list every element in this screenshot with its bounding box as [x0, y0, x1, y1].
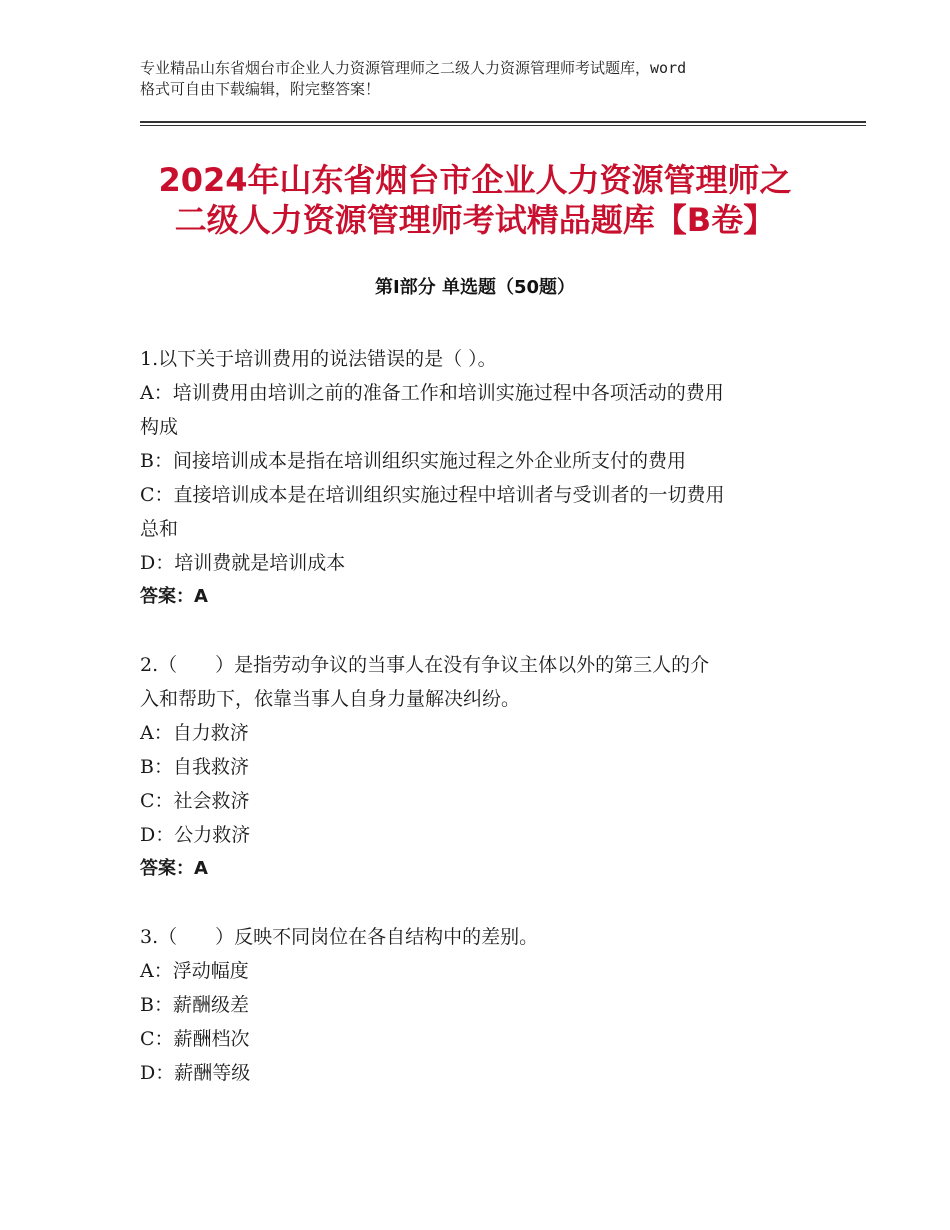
question-stem: 1.以下关于培训费用的说法错误的是（ ）。	[140, 348, 497, 370]
option-c: C：社会救济	[140, 790, 250, 812]
option-b: B：间接培训成本是指在培训组织实施过程之外企业所支付的费用	[140, 450, 686, 472]
document-title	[100, 160, 850, 240]
question-stem-continued: 入和帮助下，依靠当事人自身力量解决纠纷。	[140, 688, 521, 710]
question-block	[140, 648, 820, 886]
option-d: D：薪酬等级	[140, 1062, 251, 1084]
header-note-line: 格式可自由下载编辑，附完整答案！	[140, 80, 381, 98]
question-stem: 3.（ ）反映不同岗位在各自结构中的差别。	[140, 926, 539, 948]
option-d: D：公力救济	[140, 824, 251, 846]
question-stem: 2.（ ）是指劳动争议的当事人在没有争议主体以外的第三人的介	[140, 654, 710, 676]
header-note-line: 专业精品山东省烟台市企业人力资源管理师之二级人力资源管理师考试题库，word	[140, 59, 687, 77]
header-note	[140, 58, 830, 100]
title-line: 2024年山东省烟台市企业人力资源管理师之	[158, 161, 792, 199]
option-d: D：培训费就是培训成本	[140, 552, 346, 574]
option-a-continued: 构成	[140, 416, 179, 438]
option-c: C：薪酬档次	[140, 1028, 250, 1050]
option-b: B：自我救济	[140, 756, 249, 778]
answer-label: 答案：A	[140, 858, 208, 879]
question-block	[140, 920, 820, 1090]
option-a: A：培训费用由培训之前的准备工作和培训实施过程中各项活动的费用	[140, 382, 724, 404]
option-c: C：直接培训成本是在培训组织实施过程中培训者与受训者的一切费用	[140, 484, 725, 506]
section-title: 第Ⅰ部分 单选题（50题）	[374, 277, 575, 298]
question-block	[140, 342, 820, 614]
question-list	[140, 342, 820, 1090]
header-divider-thin	[140, 125, 866, 126]
option-b: B：薪酬级差	[140, 994, 249, 1016]
option-a: A：浮动幅度	[140, 960, 249, 982]
title-line: 二级人力资源管理师考试精品题库【B卷】	[174, 201, 776, 239]
option-c-continued: 总和	[140, 518, 179, 540]
answer-label: 答案：A	[140, 586, 208, 607]
header-divider	[140, 121, 866, 123]
option-a: A：自力救济	[140, 722, 249, 744]
